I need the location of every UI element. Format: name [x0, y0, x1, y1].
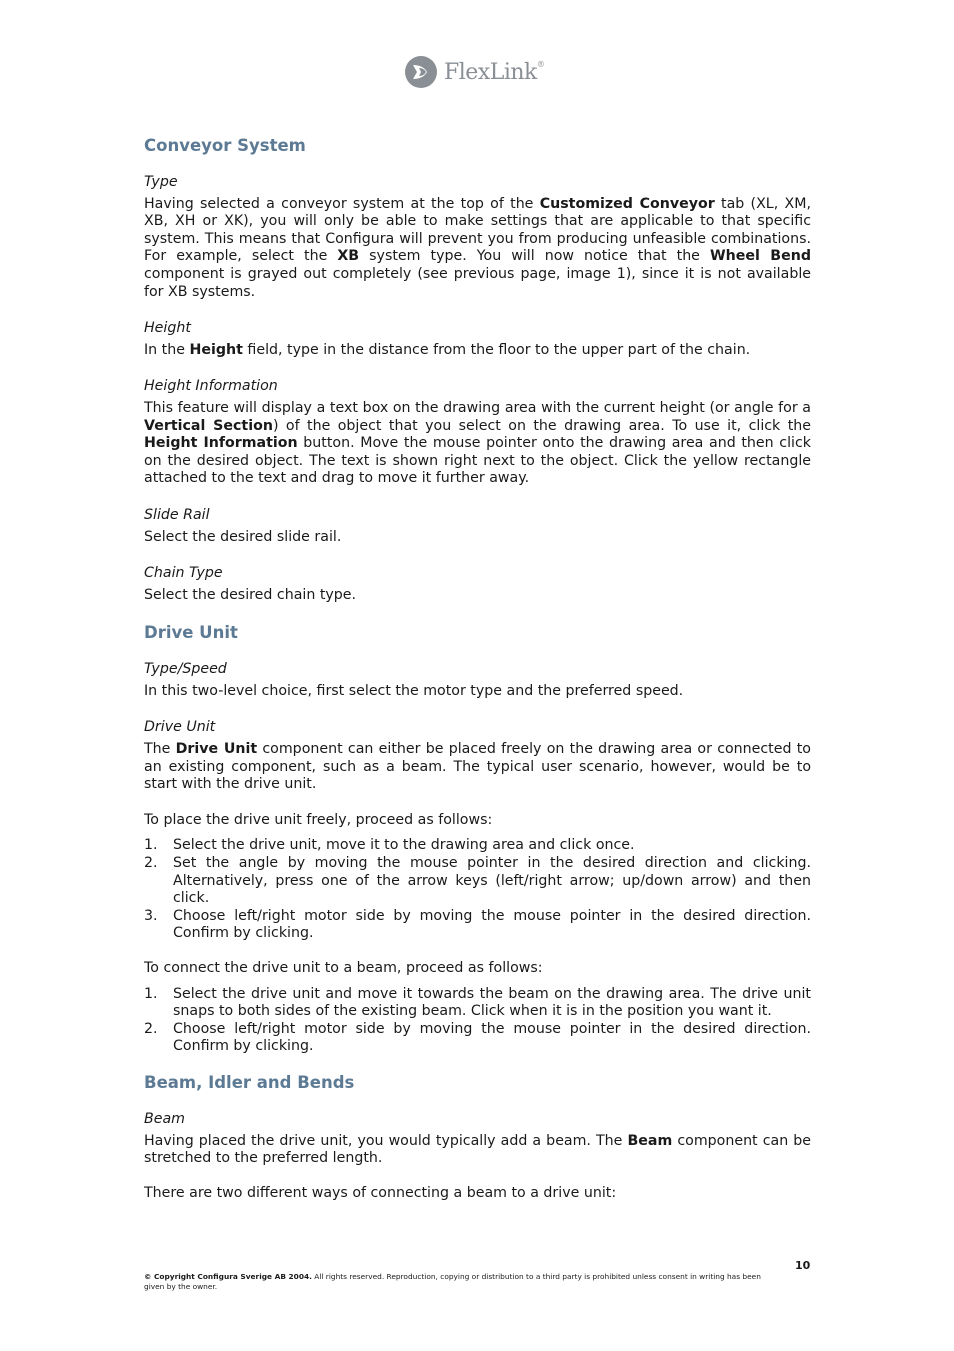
subheading-chain-type: Chain Type	[144, 565, 223, 582]
subheading-drive-unit: Drive Unit	[144, 719, 216, 736]
paragraph-drive-unit: The Drive Unit component can either be placed freely on the drawing area or connected to an existing component, such as a beam. The typical user scenario, however, would be to start with the drive unit.	[144, 741, 811, 793]
page-content	[144, 136, 811, 1202]
section-title-beam-idler-bends: Beam, Idler and Bends	[144, 1072, 355, 1092]
list-item: 2. Choose left/right motor side by moving the mouse pointer in the desired direction. Confirm by clicking.	[144, 1020, 811, 1055]
paragraph-height-information: This feature will display a text box on the drawing area with the current height (or angle for a Vertical Section) of the object that you select on the drawing area. To use it, click the Height Information button. Move the mouse pointer onto the drawing area and then click on the desired object. The text is shown right next to the object. Click the yellow rectangle attached to the text and drag to move it further away.	[144, 399, 811, 487]
paragraph-slide-rail: Select the desired slide rail.	[144, 528, 342, 545]
subheading-beam: Beam	[144, 1110, 185, 1127]
subheading-type: Type	[144, 174, 178, 190]
paragraph-type-speed: In this two-level choice, first select the motor type and the preferred speed.	[144, 682, 684, 699]
section-title-conveyor: Conveyor System	[144, 136, 306, 155]
subheading-slide-rail: Slide Rail	[144, 506, 210, 523]
subheading-type-speed: Type/Speed	[144, 661, 227, 678]
paragraph-type: Having selected a conveyor system at the top of the Customized Conveyor tab (XL, XM, XB, XH or XK), you will only be able to make settings that are applicable to that specific system. This means that Configura will prevent you from producing unfeasible combinations. For example, select the XB system type. You will now notice that the Wheel Bend component is grayed out completely (see previous page, image 1), since it is not available for XB systems.	[144, 195, 811, 300]
page-number: 10	[795, 1259, 811, 1272]
flexlink-logo-icon	[404, 55, 438, 89]
paragraph-chain-type: Select the desired chain type.	[144, 586, 357, 603]
list-item: 2. Set the angle by moving the mouse pointer in the desired direction and clicking. Alternatively, press one of the arrow keys (left/right arrow; up/down arrow) and then click.	[144, 855, 811, 907]
flexlink-logo	[404, 55, 544, 89]
footer-copyright: © Copyright Configura Sverige AB 2004. All rights reserved. Reproduction, copying or distribution to a third party is prohibited unless consent in writing has been given by the owner.	[144, 1272, 761, 1291]
list-item: 3. Choose left/right motor side by moving the mouse pointer in the desired direction. Confirm by clicking.	[144, 907, 811, 942]
list-item: 1. Select the drive unit, move it to the drawing area and click once.	[144, 837, 635, 854]
subheading-height: Height	[144, 320, 191, 337]
paragraph-beam-intro: To connect the drive unit to a beam, proceed as follows:	[144, 960, 543, 976]
paragraph-beam: Having placed the drive unit, you would typically add a beam. The Beam component can be stretched to the preferred length.	[144, 1132, 811, 1167]
list-beam-steps	[144, 986, 811, 1056]
paragraph-beam-ways: There are two different ways of connecting a beam to a drive unit:	[144, 1184, 617, 1201]
paragraph-height: In the Height field, type in the distance from the floor to the upper part of the chain.	[144, 341, 751, 358]
list-item: 1. Select the drive unit and move it towards the beam on the drawing area. The drive unit snaps to both sides of the existing beam. Click when it is in the position you want it.	[144, 985, 811, 1020]
paragraph-freely-intro: To place the drive unit freely, proceed as follows:	[144, 811, 493, 828]
list-freely-steps	[144, 837, 811, 943]
section-title-drive-unit: Drive Unit	[144, 623, 238, 643]
logo-text: FlexLink®	[444, 59, 545, 85]
subheading-height-information: Height Information	[144, 378, 278, 395]
